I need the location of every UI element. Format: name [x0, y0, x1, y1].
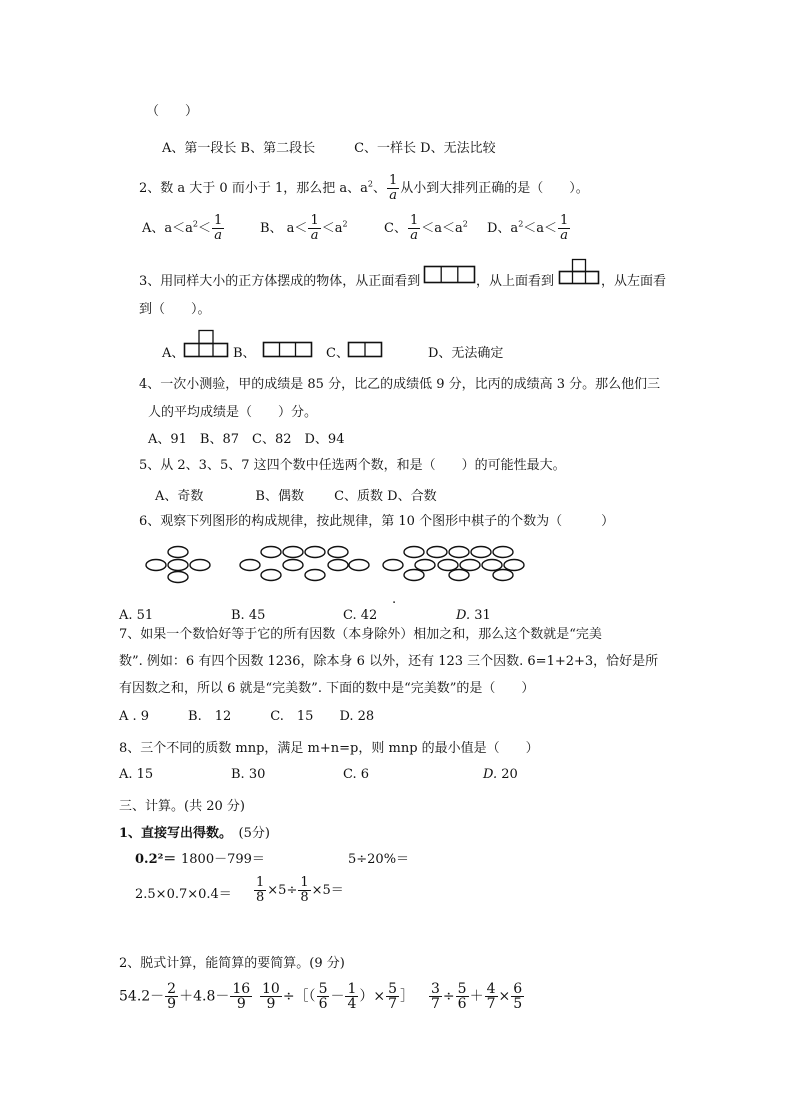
q2-option-d: D、$a^2<a<$ $\frac{1}{a}$	[487, 213, 569, 243]
q3-line1-a: 3、用同样大小的正方体摆成的物体，从正面看到	[139, 274, 421, 289]
q4-options: A、91 B、87 C、82 D、94	[148, 432, 345, 447]
calc-expr-3: $\frac{3}{7}$ ÷ $\frac{5}{6}$ ＋ $\frac{4}{7}$ × $\frac{6}{5}$	[431, 981, 523, 1012]
q3-option-b-figure	[263, 342, 313, 358]
q2-fraction: $\frac{1}{a}$	[388, 173, 398, 203]
q6-option-d: D. 31	[456, 608, 491, 623]
q7-line1: 7、如果一个数恰好等于它的所有因数（本身除外）相加之和，那么这个数就是“完美	[119, 627, 602, 642]
section3-title: 三、计算。(共 20 分)	[119, 799, 245, 814]
q3-option-c-figure	[348, 342, 384, 358]
q5-options: A、奇数 B、偶数 C、质数 D、合数	[155, 489, 437, 504]
q8-option-c: C. 6	[343, 767, 370, 782]
calc-r2-a: 2.5×0.7×0.4＝	[135, 887, 232, 902]
calc-r1-c: 5÷20%＝	[348, 852, 410, 867]
q3-line1-b: ，从上面看到	[476, 274, 555, 289]
q7-line3: 有因数之和，所以 6 就是“完美数”. 下面的数中是“完美数”的是（ ）	[119, 681, 535, 696]
q3-option-d: D、无法确定	[428, 346, 504, 361]
q6-line1: 6、观察下列图形的构成规律，按此规律，第 10 个图形中棋子的个数为（ ）	[139, 514, 615, 529]
q3-top-view-figure	[559, 259, 601, 285]
section3-sub1: 1、直接写出得数。 (5分)	[119, 826, 270, 841]
q6-option-a: A. 51	[119, 608, 154, 623]
q3-option-a-figure	[184, 330, 230, 358]
calc-r1-b: 1800－799＝	[181, 852, 265, 867]
q2-option-b: B、 a＜ $\frac{1}{a}$ $<a^2$	[260, 213, 348, 243]
q2-option-c: C、 $\frac{1}{a}$ $<a<a^2$	[384, 213, 468, 243]
calc-expr-2: $\frac{10}{9}$ ÷［（ $\frac{5}{6}$ － $\frac{1}{4}$ ）× $\frac{5}{7}$ ］	[262, 981, 415, 1012]
q8-option-a: A. 15	[119, 767, 154, 782]
q2-option-a: A、$a<a^2<$ $\frac{1}{a}$	[142, 213, 223, 243]
q6-option-b: B. 45	[231, 608, 266, 623]
q3-line1-c: ，从左面看	[601, 274, 667, 289]
q3-option-a-label: A、	[162, 346, 185, 361]
q3-option-b-label: B、	[233, 346, 256, 361]
q3-option-c-label: C、	[326, 346, 349, 361]
q1-options: A、第一段长 B、第二段长 C、一样长 D、无法比较	[162, 141, 496, 156]
q6-option-c: C. 42	[343, 608, 378, 623]
q4-line1: 4、一次小测验，甲的成绩是 85 分，比乙的成绩低 9 分，比丙的成绩高 3 分。那么他们三	[139, 377, 661, 392]
q6-stray-dot: .	[392, 592, 397, 607]
section3-sub2: 2、脱式计算，能简算的要简算。(9 分)	[119, 956, 345, 971]
q8-option-d: D. 20	[483, 767, 518, 782]
q7-options: A . 9 B. 12 C. 15 D. 28	[119, 709, 375, 724]
calc-r1-a: 0.2²＝	[135, 852, 177, 867]
q6-pattern-figures	[140, 545, 530, 581]
q3-front-view-figure	[424, 266, 476, 284]
q8-line1: 8、三个不同的质数 mnp，满足 m+n=p，则 mnp 的最小值是（ ）	[119, 741, 539, 756]
q2-question: 2、数 a 大于 0 而小于 1，那么把 a、$a^2$、 $\frac{1}{a}$ 从小到大排列正确的是（ ）。	[139, 173, 589, 203]
calc-expr-1: 54.2－ $\frac{2}{9}$ ＋4.8－ $\frac{16}{9}$	[119, 981, 251, 1012]
q3-line2: 到（ ）。	[139, 302, 211, 317]
q8-option-b: B. 30	[231, 767, 266, 782]
calc-r2-b: $\frac{1}{8}$ ×5÷ $\frac{1}{8}$ ×5＝	[256, 875, 344, 905]
q4-line2: 人的平均成绩是（ ）分。	[148, 405, 318, 420]
q7-line2: 数”. 例如：6 有四个因数 1236，除本身 6 以外，还有 123 三个因数. 6=1+2+3，恰好是所	[119, 654, 659, 669]
q1-answer-paren: （ ）	[146, 104, 199, 119]
q5-line1: 5、从 2、3、5、7 这四个数中任选两个数，和是（ ）的可能性最大。	[139, 458, 566, 473]
